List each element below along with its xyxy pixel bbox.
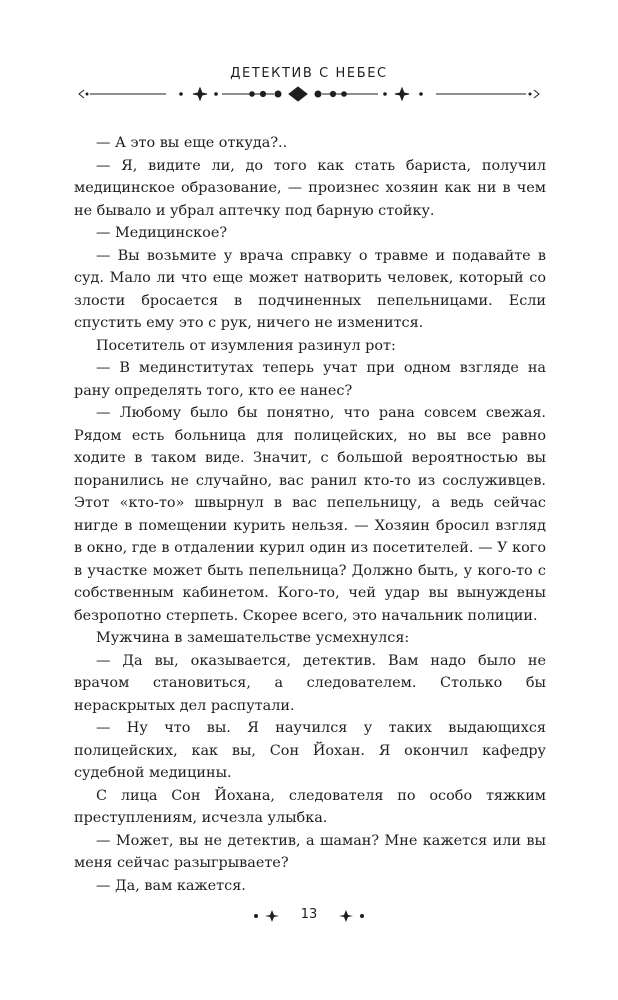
page-number: 13 bbox=[300, 907, 318, 922]
page-footer bbox=[0, 904, 618, 928]
paragraph: — Любому было бы понятно, что рана совсем свежая. Рядом есть больница для полицейских, но вы все равно ходите в таком виде. Значит, с большой вероятностью вы поранились не случайно, вас ранил кто-то из сослуживцев. Этот «кто-то» швырнул в вас пепельницу, а ведь сейчас нигде в помещении курить нельзя. — Хозяин бросил взгляд в окно, где в отдалении курил один из посетителей. — У кого в участке может быть пепельница? Должно быть, у кого-то с собственным кабинетом. Кого-то, чей удар вы вынуждены безропотно стерпеть. Скорее всего, это начальник полиции. bbox=[74, 405, 546, 624]
paragraph: — Да, вам кажется. bbox=[96, 877, 246, 894]
paragraph: — Ну что вы. Я научился у таких выдающихся полицейских, как вы, Сон Йохан. Я окончил кафедру судебной медицины. bbox=[74, 720, 546, 781]
paragraph: Мужчина в замешательстве усмехнулся: bbox=[96, 630, 410, 646]
paragraph: — Медицинское? bbox=[96, 225, 228, 241]
paragraph: — Может, вы не детектив, а шаман? Мне кажется или вы меня сейчас разыгрываете? bbox=[74, 832, 546, 871]
ornamental-divider-icon bbox=[78, 84, 540, 104]
body-text bbox=[74, 132, 546, 897]
paragraph: — В мединститутах теперь учат при одном взгляде на рану определять того, кто ее нанес? bbox=[74, 360, 546, 399]
paragraph: — Я, видите ли, до того как стать бариста, получил медицинское образование, — произнес хозяин как ни в чем не бывало и убрал аптечку под барную стойку. bbox=[74, 157, 546, 219]
running-title: ДЕТЕКТИВ С НЕБЕС bbox=[230, 66, 388, 81]
paragraph: — А это вы еще откуда?.. bbox=[96, 135, 288, 151]
paragraph: — Вы возьмите у врача справку о травме и подавайте в суд. Мало ли что еще может натворить человек, который со злости бросается в подчиненных пепельницами. Если спустить ему это с рук, ничего не изменится. bbox=[74, 247, 546, 331]
paragraph: — Да вы, оказывается, детектив. Вам надо было не врачом становиться, а следователем. Столько бы нераскрытых дел распутали. bbox=[74, 652, 546, 714]
paragraph: С лица Сон Йохана, следователя по особо тяжким преступлениям, исчезла улыбка. bbox=[74, 787, 546, 826]
paragraph: Посетитель от изумления разинул рот: bbox=[96, 337, 396, 354]
